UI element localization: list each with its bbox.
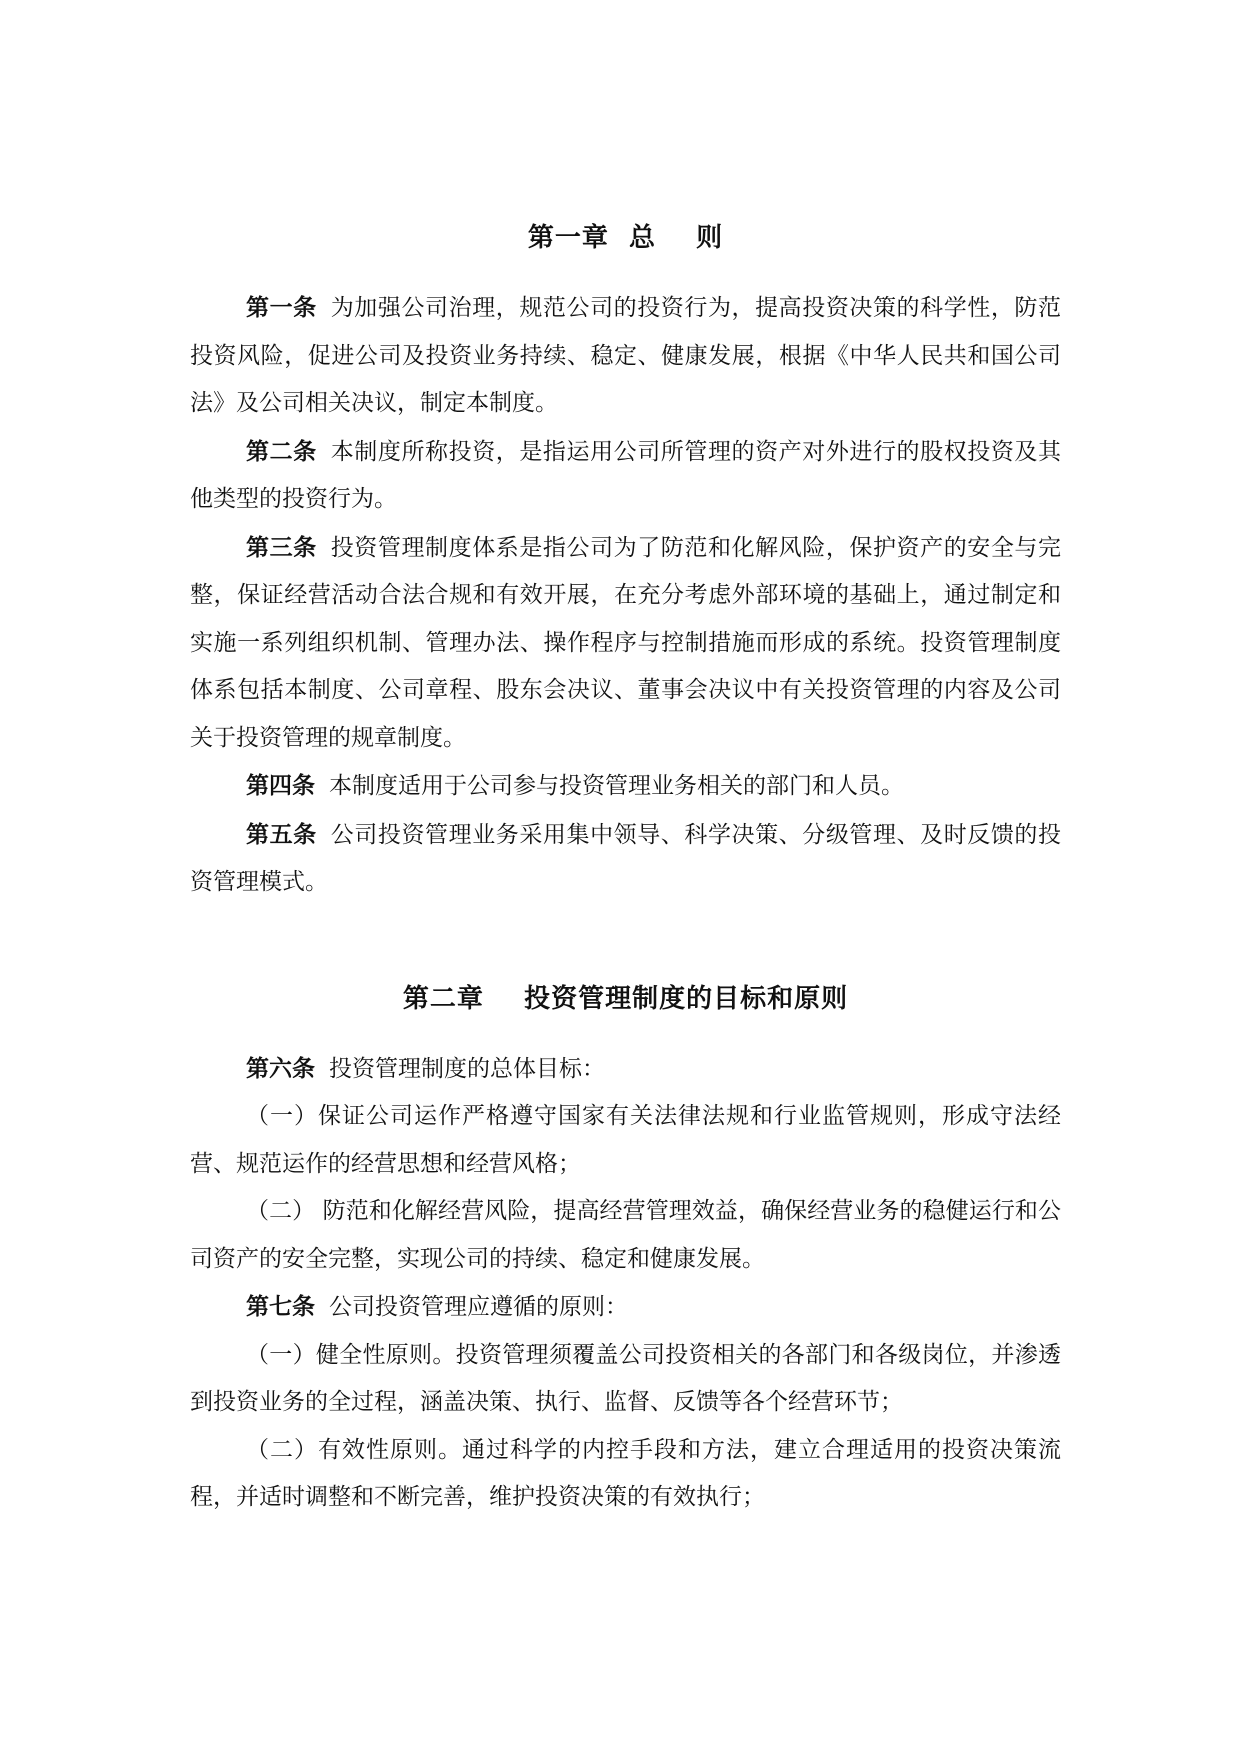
article-5 — [190, 811, 1061, 907]
article-text: 本制度所称投资，是指运用公司所管理的资产对外进行的股权投资及其他类型的投资行为。 — [190, 438, 1062, 512]
article-text: 投资管理制度的总体目标： — [329, 1055, 605, 1082]
article-text: 公司投资管理应遵循的原则： — [329, 1294, 628, 1320]
article-number: 第一条 — [246, 294, 317, 321]
article-number: 第四条 — [246, 772, 315, 799]
article-number: 第三条 — [246, 533, 317, 561]
article-7-item-1: （一）健全性原则。投资管理须覆盖公司投资相关的各部门和各级岗位，并渗透到投资业务的全过程，涵盖决策、执行、监督、反馈等各个经营环节； — [190, 1341, 1061, 1415]
article-number: 第六条 — [246, 1054, 315, 1082]
chapter-1-title: 第一章 总 则 — [527, 223, 724, 253]
article-2 — [190, 428, 1061, 524]
article-6-item-2: （二） 防范和化解经营风险，提高经营管理效益，确保经营业务的稳健运行和公司资产的安全完整，实现公司的持续、稳定和健康发展。 — [190, 1198, 1061, 1272]
article-text: 本制度适用于公司参与投资管理业务相关的部门和人员。 — [329, 773, 904, 799]
chapter-2-title: 第二章 投资管理制度的目标和原则 — [402, 983, 849, 1014]
article-7-item-2: （二）有效性原则。通过科学的内控手段和方法，建立合理适用的投资决策流程，并适时调整和不断完善，维护投资决策的有效执行； — [190, 1436, 1061, 1510]
article-number: 第五条 — [246, 820, 317, 848]
article-6-item-1: （一）保证公司运作严格遵守国家有关法律法规和行业监管规则，形成守法经营、规范运作的经营思想和经营风格； — [190, 1103, 1061, 1177]
article-1 — [190, 284, 1061, 428]
article-number: 第二条 — [246, 437, 317, 465]
article-6 — [190, 1045, 1061, 1094]
article-text: 公司投资管理业务采用集中领导、科学决策、分级管理、及时反馈的投资管理模式。 — [190, 821, 1062, 895]
article-7 — [190, 1283, 1061, 1332]
article-4 — [190, 762, 1061, 811]
article-number: 第七条 — [246, 1293, 315, 1320]
article-text: 投资管理制度体系是指公司为了防范和化解风险，保护资产的安全与完整，保证经营活动合法合规和有效开展，在充分考虑外部环境的基础上，通过制定和实施一系列组织机制、管理办法、操作程序与控制措施而形成的系统。投资管理制度体系包括本制度、公司章程、股东会决议、董事会决议中有关投资管理的内容及公司关于投资管理的规章制度。 — [190, 534, 1062, 751]
article-3 — [190, 524, 1061, 763]
article-text: 为加强公司治理，规范公司的投资行为，提高投资决策的科学性，防范投资风险，促进公司及投资业务持续、稳定、健康发展，根据《中华人民共和国公司法》及公司相关决议，制定本制度。 — [190, 295, 1062, 416]
